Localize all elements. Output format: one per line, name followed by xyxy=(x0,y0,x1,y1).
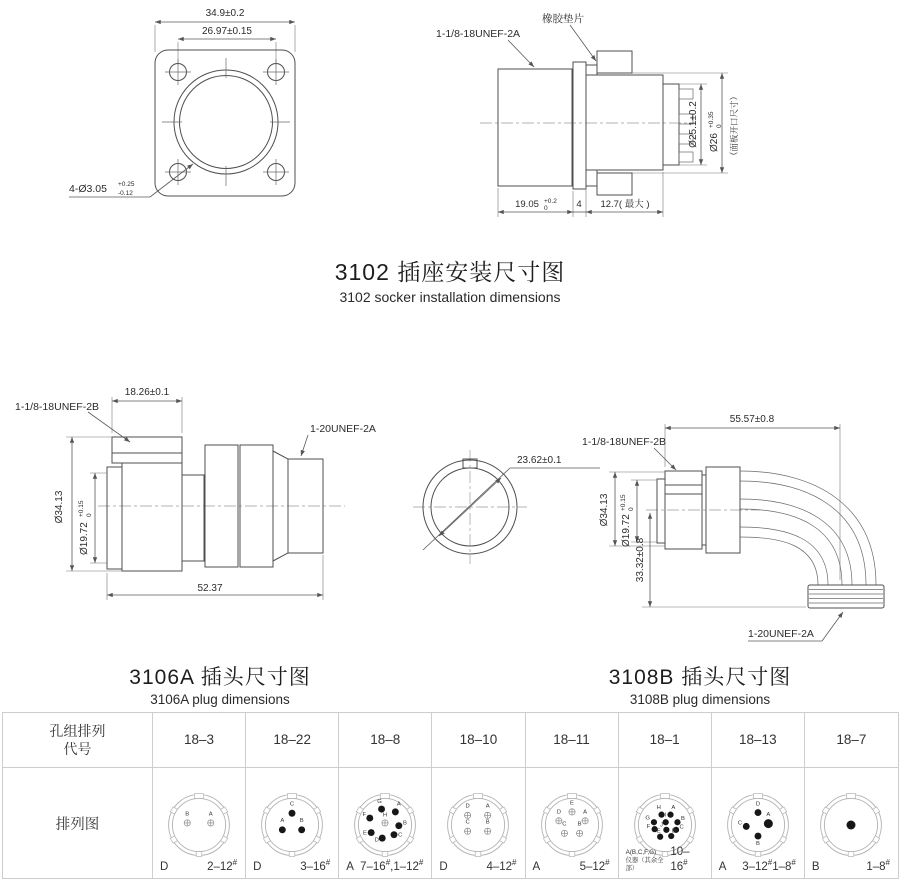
contact-gauge: 7–16#,1–12# xyxy=(360,858,424,873)
svg-text:Ø19.72: Ø19.72 xyxy=(79,522,90,555)
dim-panel-hole-dia xyxy=(708,111,723,152)
backshell-thread xyxy=(808,585,884,608)
caption-3106a-en: 3106A plug dimensions xyxy=(150,692,290,707)
code-header-cell: 18–10 xyxy=(432,713,525,768)
shell-key-letter: A xyxy=(346,861,354,873)
shell-key-note: A(B,C,F,G) 仪器（其余全部） xyxy=(625,849,664,873)
drawing-3108b xyxy=(580,385,900,660)
svg-text:+0.15: +0.15 xyxy=(620,494,627,511)
pin-label-A: A xyxy=(280,818,285,825)
svg-text:0: 0 xyxy=(716,124,723,128)
table-header-corner xyxy=(3,713,153,768)
drawing-3102-front-view xyxy=(55,5,325,230)
contact-gauge: 3–12#1–8# xyxy=(742,858,796,873)
pin-label-A: A xyxy=(397,801,402,808)
dim-thread-length-tol-dn: 0 xyxy=(544,205,548,212)
row-label-arrangement: 排列图 xyxy=(3,768,153,878)
pin-label-C: C xyxy=(561,821,567,828)
coupling-knurl xyxy=(112,453,182,463)
dim-face-dia: 23.62±0.1 xyxy=(517,455,562,466)
caption-3108b-en: 3108B plug dimensions xyxy=(629,692,771,707)
thread-callout-rear: 1-1/8-18UNEF-2B xyxy=(15,401,100,413)
rear-plate xyxy=(107,467,122,569)
dim-overall-width: 34.9±0.2 xyxy=(205,8,245,19)
diagram-cell-18-1 xyxy=(619,768,712,878)
drawing-3102-side-view xyxy=(420,5,790,230)
dim-hole-spacing: 26.97±0.15 xyxy=(202,26,252,37)
code-header-cell: 18–11 xyxy=(526,713,619,768)
pin-label-F: F xyxy=(646,823,650,830)
pin-label-A: A xyxy=(766,812,771,819)
dim-max-panel: 12.7( 最大 ) xyxy=(600,199,650,210)
dim-inner-dia xyxy=(78,500,93,555)
shell-key-letter: D xyxy=(439,861,448,873)
caption-3106a xyxy=(20,661,420,707)
center-bore xyxy=(162,58,290,186)
pin-label-G: G xyxy=(645,815,650,822)
title-3102-en: 3102 socker installation dimensions xyxy=(339,289,561,305)
diagram-cell-18-8 xyxy=(339,768,432,878)
hole-tol-dn: -0.12 xyxy=(118,190,133,197)
pin-label-C: C xyxy=(737,820,742,827)
hole-callout: 4-Ø3.05 xyxy=(69,183,107,195)
coupling-thread-body xyxy=(665,494,702,549)
gasket-top xyxy=(586,65,597,75)
caption-3108b-zh: 3108B 插头尺寸图 xyxy=(608,666,792,689)
pin-label-B: B xyxy=(486,819,491,826)
contact-gauge: 5–12# xyxy=(579,858,610,873)
dim-flange-thickness: 4 xyxy=(576,199,582,210)
dim-outer-dia: Ø34.13 xyxy=(599,493,610,527)
hole-tol-up: +0.25 xyxy=(118,181,135,188)
pin-label-B: B xyxy=(403,820,408,827)
pin-diagram xyxy=(347,787,423,863)
coupling-thread-body xyxy=(122,463,182,571)
pin-label-D: D xyxy=(755,801,760,808)
pin-label-A: A xyxy=(486,803,491,810)
thread-callout: 1-1/8-18UNEF-2A xyxy=(436,28,521,40)
pin-label-B: B xyxy=(680,816,685,823)
svg-text:+0.35: +0.35 xyxy=(708,111,715,128)
thread-section xyxy=(498,69,572,186)
elbow-tubes xyxy=(740,471,876,585)
panel-section-bottom xyxy=(597,173,632,195)
pin-label-J: J xyxy=(659,822,663,829)
contact-gauge: 2–12# xyxy=(207,858,238,873)
dim-overall: 55.57±0.8 xyxy=(729,414,775,425)
pin-label-D: D xyxy=(556,809,561,816)
pin-label-C: C xyxy=(465,819,471,826)
code-header-cell: 18–22 xyxy=(246,713,339,768)
pin-label-B: B xyxy=(577,821,582,828)
code-header-cell: 18–3 xyxy=(153,713,246,768)
code-header-cell: 18–8 xyxy=(339,713,432,768)
dim-overall-length: 52.37 xyxy=(197,583,223,594)
dim-vertical: 33.32±0.8 xyxy=(635,537,646,583)
diagram-cell-18-22 xyxy=(246,768,339,878)
code-header-cell: 18–7 xyxy=(805,713,898,768)
arrangement-table xyxy=(2,712,899,879)
pin-label-I: I xyxy=(664,812,667,819)
pin-diagram xyxy=(254,787,330,863)
shell-key-letter: A xyxy=(718,861,727,873)
contact-gauge: 10–16# xyxy=(670,846,690,873)
dim-thread-length: 19.05 xyxy=(515,199,539,210)
code-header-cell: 18–1 xyxy=(619,713,712,768)
thread-callout-front: 1-20UNEF-2A xyxy=(748,628,814,640)
pin-label-G: G xyxy=(377,798,383,805)
pin-diagram xyxy=(161,787,237,863)
pin-label-E: E xyxy=(656,828,661,835)
coupling-nut-cap xyxy=(112,437,182,453)
pin-diagram xyxy=(720,787,796,863)
shell-key-letter: D xyxy=(160,861,169,873)
thread-callout-rear: 1-1/8-18UNEF-2B xyxy=(582,436,667,448)
coupling-knurl xyxy=(665,485,702,494)
gasket-label: 橡胶垫片 xyxy=(542,13,584,25)
drawing-3106a xyxy=(10,385,400,620)
thread-callout-front: 1-20UNEF-2A xyxy=(310,423,376,435)
pin-label-C: C xyxy=(398,832,403,839)
pin-diagram xyxy=(534,787,610,863)
pin-label-H: H xyxy=(383,812,388,819)
pin-diagram xyxy=(813,787,889,863)
panel-section-top xyxy=(597,51,632,73)
coupling-nut-cap xyxy=(665,471,702,485)
pin-label-B: B xyxy=(185,811,190,818)
pin-label-F: F xyxy=(362,812,367,819)
diagram-cell-18-10 xyxy=(432,768,525,878)
title-3102 xyxy=(150,254,750,305)
mid-section xyxy=(182,475,204,561)
contact-gauge: 4–12# xyxy=(486,858,517,873)
pin-label-D: D xyxy=(374,837,380,844)
pin-label-B: B xyxy=(755,841,760,848)
pin-label-A: A xyxy=(208,811,213,818)
shell-key-letter: A xyxy=(532,861,541,873)
dim-nut-length: 18.26±0.1 xyxy=(124,387,170,398)
svg-text:+0.15: +0.15 xyxy=(78,500,85,517)
svg-text:Ø26: Ø26 xyxy=(709,133,720,152)
diagram-cell-18-7 xyxy=(805,768,898,878)
diagram-cell-18-13 xyxy=(712,768,805,878)
pin-label-D: D xyxy=(671,828,676,835)
dim-inner-dia xyxy=(620,494,635,547)
code-header-cell: 18–13 xyxy=(712,713,805,768)
shell-key-letter: D xyxy=(253,861,262,873)
contact-gauge: 1–8# xyxy=(866,858,890,873)
rear-step xyxy=(663,84,679,165)
dim-outer-dia: Ø34.13 xyxy=(54,490,65,524)
caption-3108b xyxy=(520,661,880,707)
dim-thread-length-tol-up: +0.2 xyxy=(544,198,557,205)
svg-text:0: 0 xyxy=(628,507,635,511)
pin-label-A: A xyxy=(671,805,675,812)
connector-body xyxy=(586,75,663,170)
pin-diagram xyxy=(440,787,516,863)
diagram-cell-18-11 xyxy=(526,768,619,878)
pin-label-A: A xyxy=(582,809,587,816)
flange-plate xyxy=(573,62,586,189)
svg-text:Ø19.72: Ø19.72 xyxy=(621,514,632,547)
diagram-cell-18-3 xyxy=(153,768,246,878)
contact-gauge: 3–16# xyxy=(300,858,331,873)
header-line2: 代号 xyxy=(63,741,92,757)
pin-label-C: C xyxy=(290,801,295,808)
svg-text:0: 0 xyxy=(86,513,93,517)
dim-rear-dia: Ø25.1±0.2 xyxy=(688,101,699,148)
pin-label-E: E xyxy=(363,830,368,837)
panel-opening-note: （面板开口尺寸） xyxy=(729,91,739,161)
pin-label-H: H xyxy=(656,805,661,812)
rear-plate xyxy=(657,479,665,543)
header-line1: 孔组排列 xyxy=(49,722,106,739)
pin-label-E: E xyxy=(569,800,574,807)
pin-label-D: D xyxy=(465,803,471,810)
gasket-bottom xyxy=(586,170,597,186)
caption-3106a-zh: 3106A 插头尺寸图 xyxy=(129,666,311,689)
title-3102-zh: 3102 插座安装尺寸图 xyxy=(334,259,566,285)
shell-key-letter: B xyxy=(811,861,820,873)
pin-label-B: B xyxy=(299,818,304,825)
pin-label-C: C xyxy=(679,824,684,831)
